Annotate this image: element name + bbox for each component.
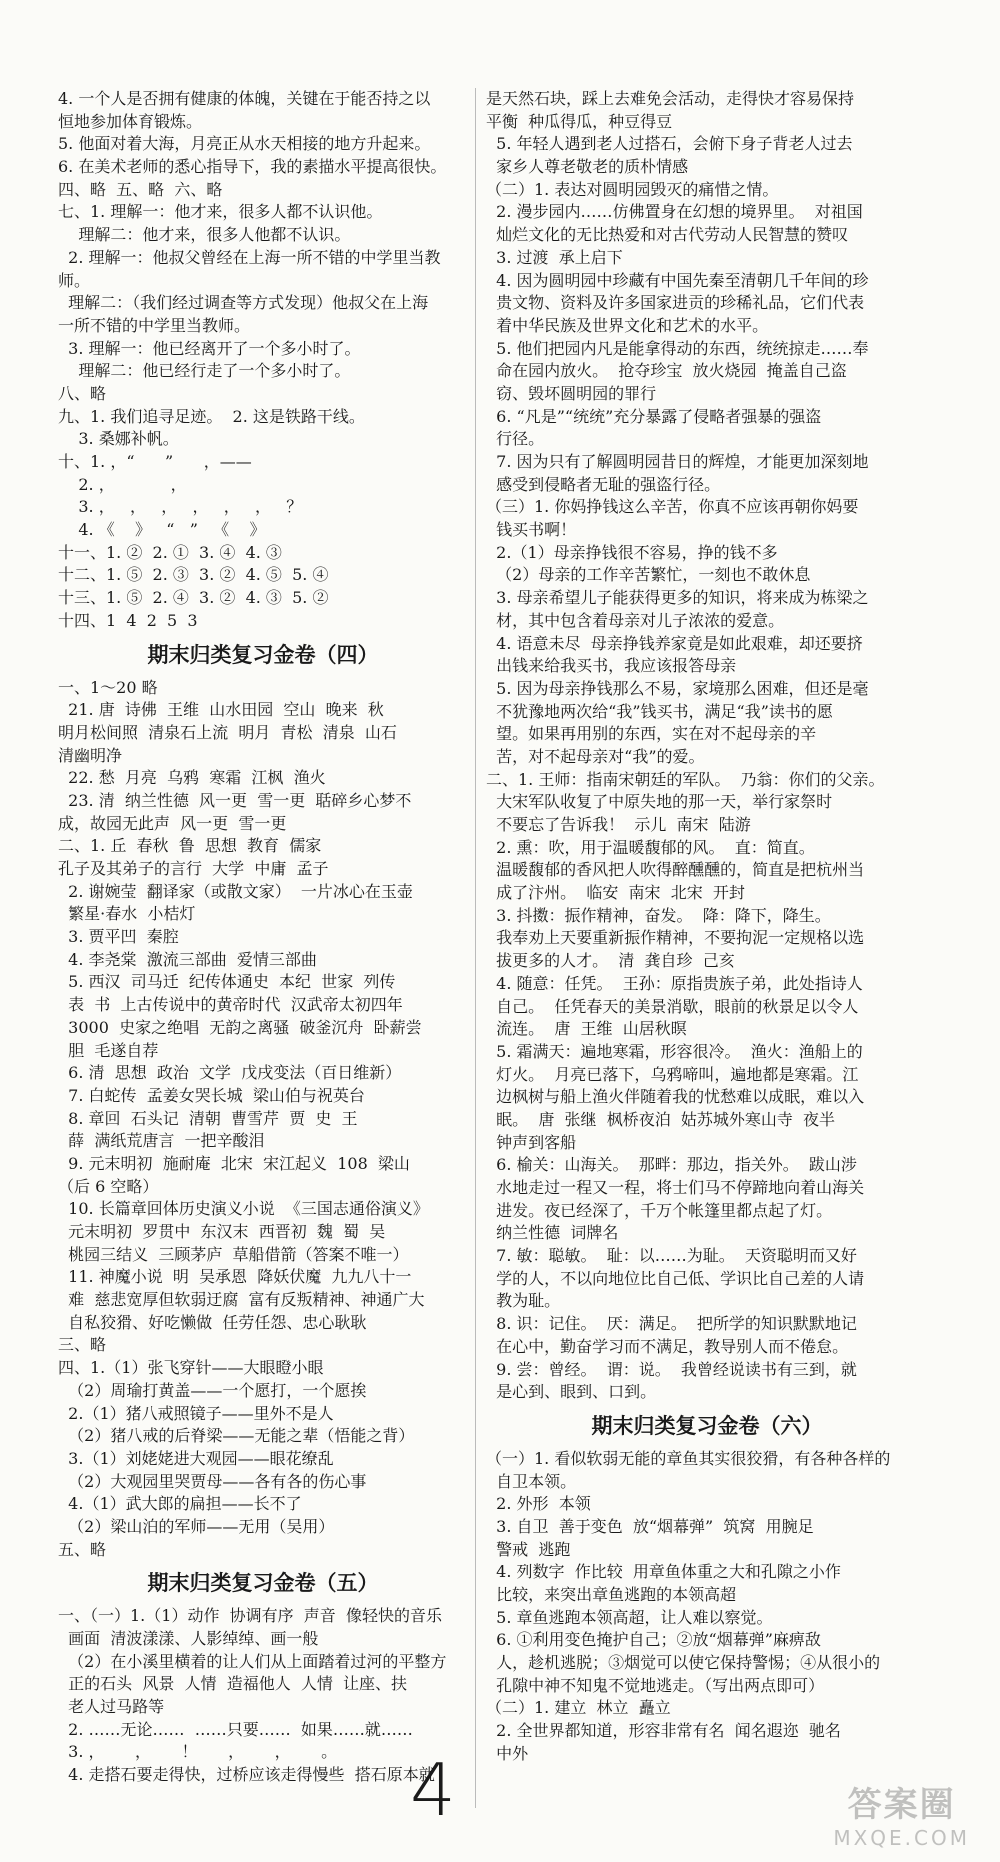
answer-line: 4. 列数字 作比较 用章鱼体重之大和孔隙之小作 [486,1562,841,1582]
answer-line: 家乡人尊老敬老的质朴情感 [486,157,689,177]
answer-line: 6. 清 思想 政治 文学 戊戌变法（百日维新） [58,1063,402,1083]
answer-line: 我奉劝上天要重新振作精神，不要拘泥一定规格以选 [486,928,865,948]
answer-line: 材，其中包含着母亲对儿子浓浓的爱意。 [486,610,785,630]
answer-line: 十四、1 4 2 5 3 [58,610,198,630]
answer-line: 7. 敏：聪敏。 耻：以……为耻。 天资聪明而又好 [486,1246,857,1266]
answer-line: （二）1. 表达对圆明园毁灭的痛惜之情。 [486,179,779,199]
answer-line: 5. 章鱼逃跑本领高超，让人难以察觉。 [486,1607,773,1627]
answer-line: 大宋军队收复了中原失地的那一天，举行家祭时 [486,792,833,812]
answer-line: （2）梁山泊的军师——无用（吴用） [58,1516,335,1536]
answer-line: 十一、1. ② 2. ① 3. ④ 4. ③ [58,542,282,562]
answer-line: 纳兰性德 词牌名 [486,1223,619,1243]
answer-line: 8. 识：记住。 厌：满足。 把所学的知识默默地记 [486,1314,857,1334]
answer-line: 灯火。 月亮已落下，乌鸦啼叫，遍地都是寒霜。江 [486,1064,859,1084]
answer-line: 行径。 [486,429,545,449]
answer-line: 9. 尝：曾经。 谓：说。 我曾经说读书有三到，就 [486,1359,857,1379]
answer-line: 正的石头 风景 人情 造福他人 人情 让座、扶 [58,1674,408,1694]
answer-line: 4. 一个人是否拥有健康的体魄，关键在于能否持之以 [58,89,431,108]
answer-line: 自卫本领。 [486,1471,577,1491]
answer-line: 水地走过一程又一程，将士们马不停蹄地向着山海关 [486,1178,865,1197]
answer-line: 八、略 [58,383,107,403]
answer-line: 十二、1. ⑤ 2. ③ 3. ② 4. ⑤ 5. ④ [58,565,329,585]
answer-line: 贵文物、资料及许多国家进贡的珍稀礼品，它们代表 [486,293,865,313]
answer-line: 10. 长篇章回体历史演义小说 《三国志通俗演义》 [58,1199,429,1219]
answer-line: （2）母亲的工作辛苦繁忙，一刻也不敢休息 [486,565,811,585]
answer-line: 在心中，勤奋学习而不满足，教导别人而不倦怠。 [486,1336,849,1356]
answer-line: 3. 自卫 善于变色 放“烟幕弹” 筑窝 用腕足 [486,1516,814,1536]
answer-line: （2）大观园里哭贾母——各有各的伤心事 [58,1471,367,1491]
answer-line: 一、（一）1.（1）动作 协调有序 声音 像轻快的音乐 [58,1606,442,1626]
answer-line: 孔子及其弟子的言行 大学 中庸 孟子 [58,859,329,878]
answer-line: 平衡 种瓜得瓜，种豆得豆 [486,111,673,131]
answer-line: （后 6 空略） [58,1176,159,1196]
answer-line: 比较，来突出章鱼逃跑的本领高超 [486,1585,737,1604]
answer-line: 4. 随意：任凭。 王孙：原指贵族子弟，此处指诗人 [486,973,863,993]
answer-line: 孔隙中神不知鬼不觉地逃走。（写出两点即可） [486,1675,825,1695]
answer-line: 望。如果再用别的东西，实在对不起母亲的辛 [486,724,817,744]
answer-line: 4. 《 》 “ ” 《 》 [58,520,266,540]
answer-line: 4. 走搭石要走得快，过桥应该走得慢些 搭石原本就 [58,1765,435,1785]
answer-line: 九、1. 我们追寻足迹。 2. 这是铁路干线。 [58,406,365,426]
answer-line: 23. 清 纳兰性德 风一更 雪一更 聒碎乡心梦不 [58,790,412,810]
answer-line: 2. 熏：吹，用于温暖馥郁的风。 直：简直。 [486,837,815,857]
answer-line: 一、1～20 略 [58,677,158,697]
answer-line: 一所不错的中学里当教师。 [58,315,251,335]
answer-line: 清幽明净 [58,745,123,765]
answer-line: 苦，对不起母亲对“我”的爱。 [486,746,705,766]
answer-line: 是心到、眼到、口到。 [486,1382,657,1402]
answer-line: 4.（1）武大郎的扁担——长不了 [58,1494,302,1514]
right-column [486,88,928,1766]
answer-line: 不犹豫地两次给“我”钱买书，满足“我”读书的愿 [486,701,833,721]
answer-line: 6. 在美术老师的悉心指导下，我的素描水平提高很快。 [58,157,447,177]
answer-line: 4. 李尧棠 激流三部曲 爱情三部曲 [58,949,317,969]
answer-line: 胆 毛遂自荐 [58,1040,159,1060]
answer-line: 2.（1）母亲挣钱很不容易，挣的钱不多 [486,542,778,562]
answer-line: 自己。 任凭春天的美景消歇，眼前的秋景足以令人 [486,996,859,1016]
answer-line: 7. 白蛇传 孟姜女哭长城 梁山伯与祝英台 [58,1085,365,1105]
answer-line: 不要忘了告诉我！ 示儿 南宋 陆游 [486,815,751,834]
answer-line: （二）1. 建立 林立 矗立 [486,1698,671,1718]
answer-line: 6. “凡是”“统统”充分暴露了侵略者强暴的强盗 [486,406,822,426]
answer-line: 难 慈悲宽厚但软弱迂腐 富有反叛精神、神通广大 [58,1290,425,1310]
answer-line: 理解二：他已经行走了一个多小时了。 [58,361,351,381]
answer-line: 4. 语意未尽 母亲挣钱养家竟是如此艰难，却还要挤 [486,633,863,653]
answer-line: 3. 过渡 承上启下 [486,247,623,267]
answer-line: 21. 唐 诗佛 王维 山水田园 空山 晚来 秋 [58,700,384,720]
answer-line: 成了汴州。 临安 南宋 北宋 开封 [486,883,745,903]
answer-line: 教为耻。 [486,1291,561,1311]
answer-line: 2. 谢婉莹 翻译家（或散文家） 一片冰心在玉壶 [58,881,413,901]
answer-line: 薛 满纸荒唐言 一把辛酸泪 [58,1131,265,1151]
answer-line: 人，趁机逃脱；③烟觉可以使它保持警惕；④从很小的 [486,1653,881,1673]
answer-line: 五、略 [58,1539,107,1559]
answer-line: （三）1. 你妈挣钱这么辛苦，你真不应该再朝你妈要 [486,497,859,517]
answer-line: 成，故园无此声 风一更 雪一更 [58,813,287,833]
answer-line: 3. ， ， ！ ， ， 。 [58,1742,338,1762]
watermark-title: 答案圈 [847,1785,956,1825]
answer-line: 5. 他们把园内凡是能拿得动的东西，统统掠走……奉 [486,338,869,358]
answer-line: 师。 [58,270,91,290]
answer-line: 四、略 五、略 六、略 [58,179,223,199]
answer-line: 恒地参加体育锻炼。 [58,111,203,131]
answer-line: 3000 史家之绝唱 无韵之离骚 破釜沉舟 卧薪尝 [58,1017,422,1037]
answer-line: 7. 因为只有了解圆明园昔日的辉煌，才能更加深刻地 [486,452,869,471]
answer-line: 3. 抖擞：振作精神，奋发。 降：降下，降生。 [486,905,831,925]
answer-line: 着中华民族及世界文化和艺术的水平。 [486,315,769,335]
answer-line: 11. 神魔小说 明 吴承恩 降妖伏魔 九九八十一 [58,1267,412,1287]
answer-line: 表 书 上古传说中的黄帝时代 汉武帝太初四年 [58,995,403,1015]
answer-line: 3. 母亲希望儿子能获得更多的知识，将来成为栋梁之 [486,588,869,608]
answer-line: 桃园三结义 三顾茅庐 草船借箭（答案不唯一） [58,1244,409,1264]
answer-line: 理解二：（我们经过调查等方式发现）他叔父在上海 [58,293,429,313]
watermark-logo [833,1777,970,1850]
answer-line: 眠。 唐 张继 枫桥夜泊 姑苏城外寒山寺 夜半 [486,1109,836,1129]
answer-line: 七、1. 理解一：他才来，很多人都不认识他。 [58,202,383,222]
answer-line: 感受到侵略者无耻的强盗行径。 [486,474,721,494]
watermark-url: MXQE.COM [833,1826,970,1850]
section-heading: 期末归类复习金卷（六） [591,1413,823,1438]
answer-line: 6. ①利用变色掩护自己；②放“烟幕弹”麻痹敌 [486,1630,821,1650]
answer-line: 学的人，不以向地位比自己低、学识比自己差的人请 [486,1268,865,1288]
answer-line: 5. 年轻人遇到老人过搭石，会俯下身子背老人过去 [486,134,853,154]
answer-line: 3. 贾平凹 秦腔 [58,927,179,947]
answer-line: 窃、毁坏圆明园的罪行 [486,383,657,403]
answer-line: 边枫树与船上渔火伴随着我的忧愁难以成眠，难以入 [486,1087,865,1107]
answer-line: 中外 [486,1743,529,1763]
answer-line: 2. 理解一：他叔父曾经在上海一所不错的中学里当教 [58,247,441,267]
answer-line: 拔更多的人才。 清 龚自珍 己亥 [486,951,735,971]
answer-line: 5. 霜满天：遍地寒霜，形容很冷。 渔火：渔船上的 [486,1041,863,1061]
answer-line: 钟声到客船 [486,1132,577,1152]
section-heading: 期末归类复习金卷（五） [147,1571,379,1596]
answer-line: 四、1.（1）张飞穿针——大眼瞪小眼 [58,1358,324,1378]
answer-line: 理解二：他才来，很多人他都不认识。 [58,225,351,245]
answer-line: 9. 元末明初 施耐庵 北宋 宋江起义 108 梁山 [58,1153,410,1173]
answer-line: 老人过马路等 [58,1697,165,1717]
left-column [58,88,468,1787]
answer-line: 十、1. ，“ ” ，—— [58,452,252,471]
answer-line: 流连。 唐 王维 山居秋暝 [486,1019,687,1039]
answer-line: 是天然石块，踩上去难免会活动，走得快才容易保持 [486,89,855,108]
answer-line: 22. 愁 月亮 乌鸦 寒霜 江枫 渔火 [58,768,326,788]
answer-line: 明月松间照 清泉石上流 明月 青松 清泉 山石 [58,722,397,742]
answer-line: 2. 漫步园内……仿佛置身在幻想的境界里。 对祖国 [486,202,863,222]
answer-line: 三、略 [58,1335,107,1355]
answer-line: 温暖馥郁的香风把人吹得醉醺醺的，简直是把杭州当 [486,860,865,880]
answer-line: 3.（1）刘姥姥进大观园——眼花缭乱 [58,1448,334,1468]
answer-line: 出钱来给我买书，我应该报答母亲 [486,656,737,676]
answer-line: 2. ， ， [58,474,187,494]
answer-line: 5. 西汉 司马迁 纪传体通史 本纪 世家 列传 [58,972,396,992]
answer-line: 警戒 逃跑 [486,1539,571,1559]
answer-line: 灿烂文化的无比热爱和对古代劳动人民智慧的赞叹 [486,225,849,245]
answer-line: 命在园内放火。 抢夺珍宝 放火烧园 掩盖自己盗 [486,361,847,381]
answer-line: 画面 清波漾漾、人影绰绰、画一般 [58,1629,319,1648]
answer-line: 6. 榆关：山海关。 那畔：那边，指关外。 跋山涉 [486,1155,857,1175]
answer-line: 十三、1. ⑤ 2. ④ 3. ② 4. ③ 5. ② [58,588,329,608]
answer-line: 3. ， ， ， ， ， ， ？ [58,497,303,517]
answer-line: 进发。夜已经深了，千万个帐篷里都点起了灯。 [486,1200,833,1220]
answer-line: （2）在小溪里横着的让人们从上面踏着过河的平整方 [58,1651,447,1671]
answer-line: 3. 桑娜补帆。 [58,429,179,449]
answer-line: （2）周瑜打黄盖——一个愿打，一个愿挨 [58,1380,367,1400]
answer-line: 繁星·春水 小桔灯 [58,904,196,924]
answer-line: （2）猪八戒的后脊梁——无能之辈（悟能之背） [58,1426,415,1446]
answer-line: 元末明初 罗贯中 东汉末 西晋初 魏 蜀 吴 [58,1222,386,1241]
answer-line: 2. 外形 本领 [486,1494,591,1514]
answer-line: 自私狡猾、好吃懒做 任劳任怨、忠心耿耿 [58,1312,367,1332]
answer-line: 5. 他面对着大海，月亮正从水天相接的地方升起来。 [58,134,431,154]
answer-line: 2. ……无论…… ……只要…… 如果……就…… [58,1719,413,1739]
answer-line: 4. 因为圆明园中珍藏有中国先秦至清朝几千年间的珍 [486,270,869,290]
page-number: 4 [410,1748,456,1832]
answer-line: 3. 理解一：他已经离开了一个多小时了。 [58,338,361,358]
answer-line: 2. 全世界都知道，形容非常有名 闻名遐迩 驰名 [486,1721,841,1741]
answer-line: 2.（1）猪八戒照镜子——里外不是人 [58,1403,334,1423]
answer-line: 二、1. 王师：指南宋朝廷的军队。 乃翁：你们的父亲。 [486,769,885,789]
answer-line: 钱买书啊！ [486,520,577,540]
answer-line: （一）1. 看似软弱无能的章鱼其实很狡猾，有各种各样的 [486,1448,891,1468]
column-divider [475,88,476,1808]
answer-line: 二、1. 丘 春秋 鲁 思想 教育 儒家 [58,836,322,856]
section-heading: 期末归类复习金卷（四） [147,642,379,667]
answer-line: 5. 因为母亲挣钱那么不易，家境那么困难，但还是毫 [486,678,869,698]
answer-line: 8. 章回 石头记 清朝 曹雪芹 贾 史 王 [58,1108,358,1128]
